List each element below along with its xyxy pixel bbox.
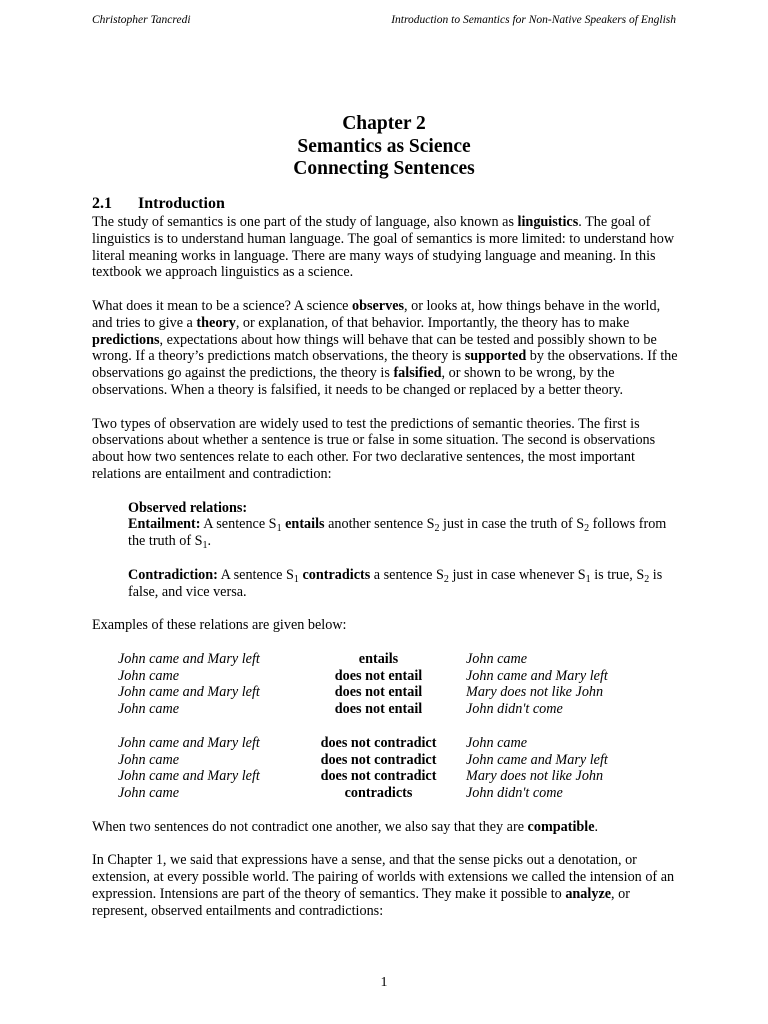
- example-relation: does not entail: [334, 667, 423, 684]
- text-run: When two sentences do not contradict one another, we also say that they are: [92, 818, 528, 835]
- text-run: A sentence S: [200, 516, 277, 533]
- definition-label: Contradiction:: [128, 566, 218, 583]
- section-heading: [92, 194, 682, 214]
- definition-contradiction: [128, 567, 682, 601]
- example-relation: does not entail: [334, 684, 423, 701]
- table-spacer-row: [118, 718, 608, 735]
- text-run: , or represent, observed entailments and contradictions:: [92, 885, 630, 919]
- term-analyze: analyze: [565, 885, 612, 902]
- table-row: [118, 684, 608, 701]
- example-relation: does not entail: [334, 701, 423, 718]
- term-predictions: predictions: [92, 331, 160, 348]
- text-run: , expectations about how things will behave that can be tested and possibly shown to be wrong. If a theory’s predictions match observations, the theory is: [92, 331, 657, 365]
- page-body: [92, 194, 682, 936]
- subscript: 2: [434, 523, 440, 535]
- subscript: 2: [443, 573, 449, 585]
- chapter-title-line1: Semantics as Science: [297, 135, 471, 157]
- example-left: John came: [118, 751, 180, 768]
- paragraph-intensions: [92, 852, 682, 919]
- table-row: [118, 701, 608, 718]
- example-right: John didn't come: [466, 701, 563, 718]
- observed-relations-block: [128, 500, 682, 601]
- paragraph-intro: [92, 214, 682, 281]
- example-left: John came and Mary left: [118, 734, 260, 751]
- example-left: John came and Mary left: [118, 768, 260, 785]
- example-relation: does not contradict: [320, 768, 437, 785]
- text-run: just in case whenever S: [448, 566, 586, 583]
- example-right: Mary does not like John: [466, 684, 604, 701]
- table-row: [118, 668, 608, 685]
- example-left: John came: [118, 701, 180, 718]
- term-contradicts: contradicts: [298, 566, 371, 583]
- term-linguistics: linguistics: [517, 214, 579, 230]
- text-run: , or shown to be wrong, by the observations. When a theory is falsified, it needs to be changed or replaced by a better theory.: [92, 365, 624, 398]
- table-row: [118, 768, 608, 785]
- subscript: 2: [644, 573, 650, 585]
- example-relation: entails: [358, 650, 399, 667]
- subscript: 1: [293, 573, 299, 585]
- text-run: . The goal of linguistics is to understand human language. The goal of semantics is more limited: to understand how literal meaning works in language. There are many ways of studying language and meaning. In this textbook we approach linguistics as a science.: [92, 214, 675, 281]
- examples-table: [118, 651, 608, 802]
- text-run: just in case the truth of S: [439, 516, 585, 533]
- term-observes: observes: [352, 297, 405, 314]
- relations-definitions: [128, 500, 682, 517]
- example-right: Mary does not like John: [466, 768, 604, 785]
- paragraph-observation: Two types of observation are widely used to test the predictions of semantic theories. The first is observations about whether a sentence is true or false in some situation. The second is observations about how two sentences relate to each other. For two declarative sentences, the most important relations are entailment and contradiction:: [92, 415, 656, 482]
- text-run: another sentence S: [324, 516, 435, 533]
- example-left: John came and Mary left: [118, 650, 260, 667]
- spacer: [92, 802, 682, 819]
- subscript: 1: [585, 573, 591, 585]
- example-right: John came and Mary left: [466, 751, 608, 768]
- term-compatible: compatible: [527, 818, 595, 835]
- text-run: A sentence S: [217, 566, 294, 583]
- relations-heading: Observed relations:: [128, 499, 248, 516]
- text-run: follows from the truth of S: [128, 516, 667, 550]
- term-theory: theory: [196, 314, 236, 331]
- page-header: [92, 14, 676, 32]
- example-left: John came and Mary left: [118, 684, 260, 701]
- chapter-title: [0, 113, 768, 181]
- subscript: 2: [584, 523, 590, 535]
- definition-entailment: [128, 516, 682, 550]
- table-row: [118, 785, 608, 802]
- term-entails: entails: [281, 516, 325, 533]
- example-relation: contradicts: [344, 785, 413, 802]
- text-run: In Chapter 1, we said that expressions have a sense, and that the sense picks out a denotation, or extension, at every possible world. The pairing of worlds with extensions we called the intension of an expression. Intensions are part of the theory of semantics. They make it possible to: [92, 852, 675, 902]
- example-right: John came: [466, 734, 528, 751]
- text-run: .: [594, 818, 599, 835]
- term-falsified: falsified: [393, 365, 442, 382]
- text-run: is false, and vice versa.: [128, 566, 663, 600]
- text-run: .: [207, 533, 212, 550]
- chapter-number: Chapter 2: [342, 113, 426, 134]
- header-author: Christopher Tancredi: [92, 14, 191, 26]
- text-run: a sentence S: [370, 566, 444, 583]
- subscript: 1: [276, 523, 282, 535]
- text-run: by the observations. If the observations go against the predictions, the theory is: [92, 348, 678, 382]
- subscript: 1: [202, 540, 208, 552]
- chapter-title-line2: Connecting Sentences: [293, 158, 475, 179]
- text-run: What does it mean to be a science? A science: [92, 297, 352, 314]
- text-run: , or explanation, of that behavior. Importantly, the theory has to make: [235, 314, 630, 331]
- text-run: , or looks at, how things behave in the world, and tries to give a: [92, 297, 661, 331]
- example-right: John came: [466, 650, 528, 667]
- section-title: Introduction: [138, 195, 225, 212]
- header-book-title: Introduction to Semantics for Non-Native Speakers of English: [391, 14, 676, 26]
- text-run: The study of semantics is one part of the study of language, also known as: [92, 214, 518, 230]
- example-right: John came and Mary left: [466, 667, 608, 684]
- paragraph-science: [92, 298, 682, 399]
- example-right: John didn't come: [466, 785, 563, 802]
- table-row: [118, 651, 608, 668]
- section-number: 2.1: [92, 195, 112, 212]
- text-run: is true, S: [590, 566, 645, 583]
- example-left: John came: [118, 785, 180, 802]
- example-relation: does not contradict: [320, 751, 437, 768]
- example-relation: does not contradict: [320, 734, 437, 751]
- paragraph-compatible: [92, 819, 682, 836]
- table-row: [118, 752, 608, 769]
- definition-label: Entailment:: [128, 516, 201, 533]
- term-supported: supported: [464, 348, 527, 365]
- page-number: 1: [380, 975, 388, 990]
- spacer-cell: [118, 718, 608, 735]
- paragraph-examples-intro: Examples of these relations are given below:: [92, 617, 347, 634]
- table-row: [118, 735, 608, 752]
- example-left: John came: [118, 667, 180, 684]
